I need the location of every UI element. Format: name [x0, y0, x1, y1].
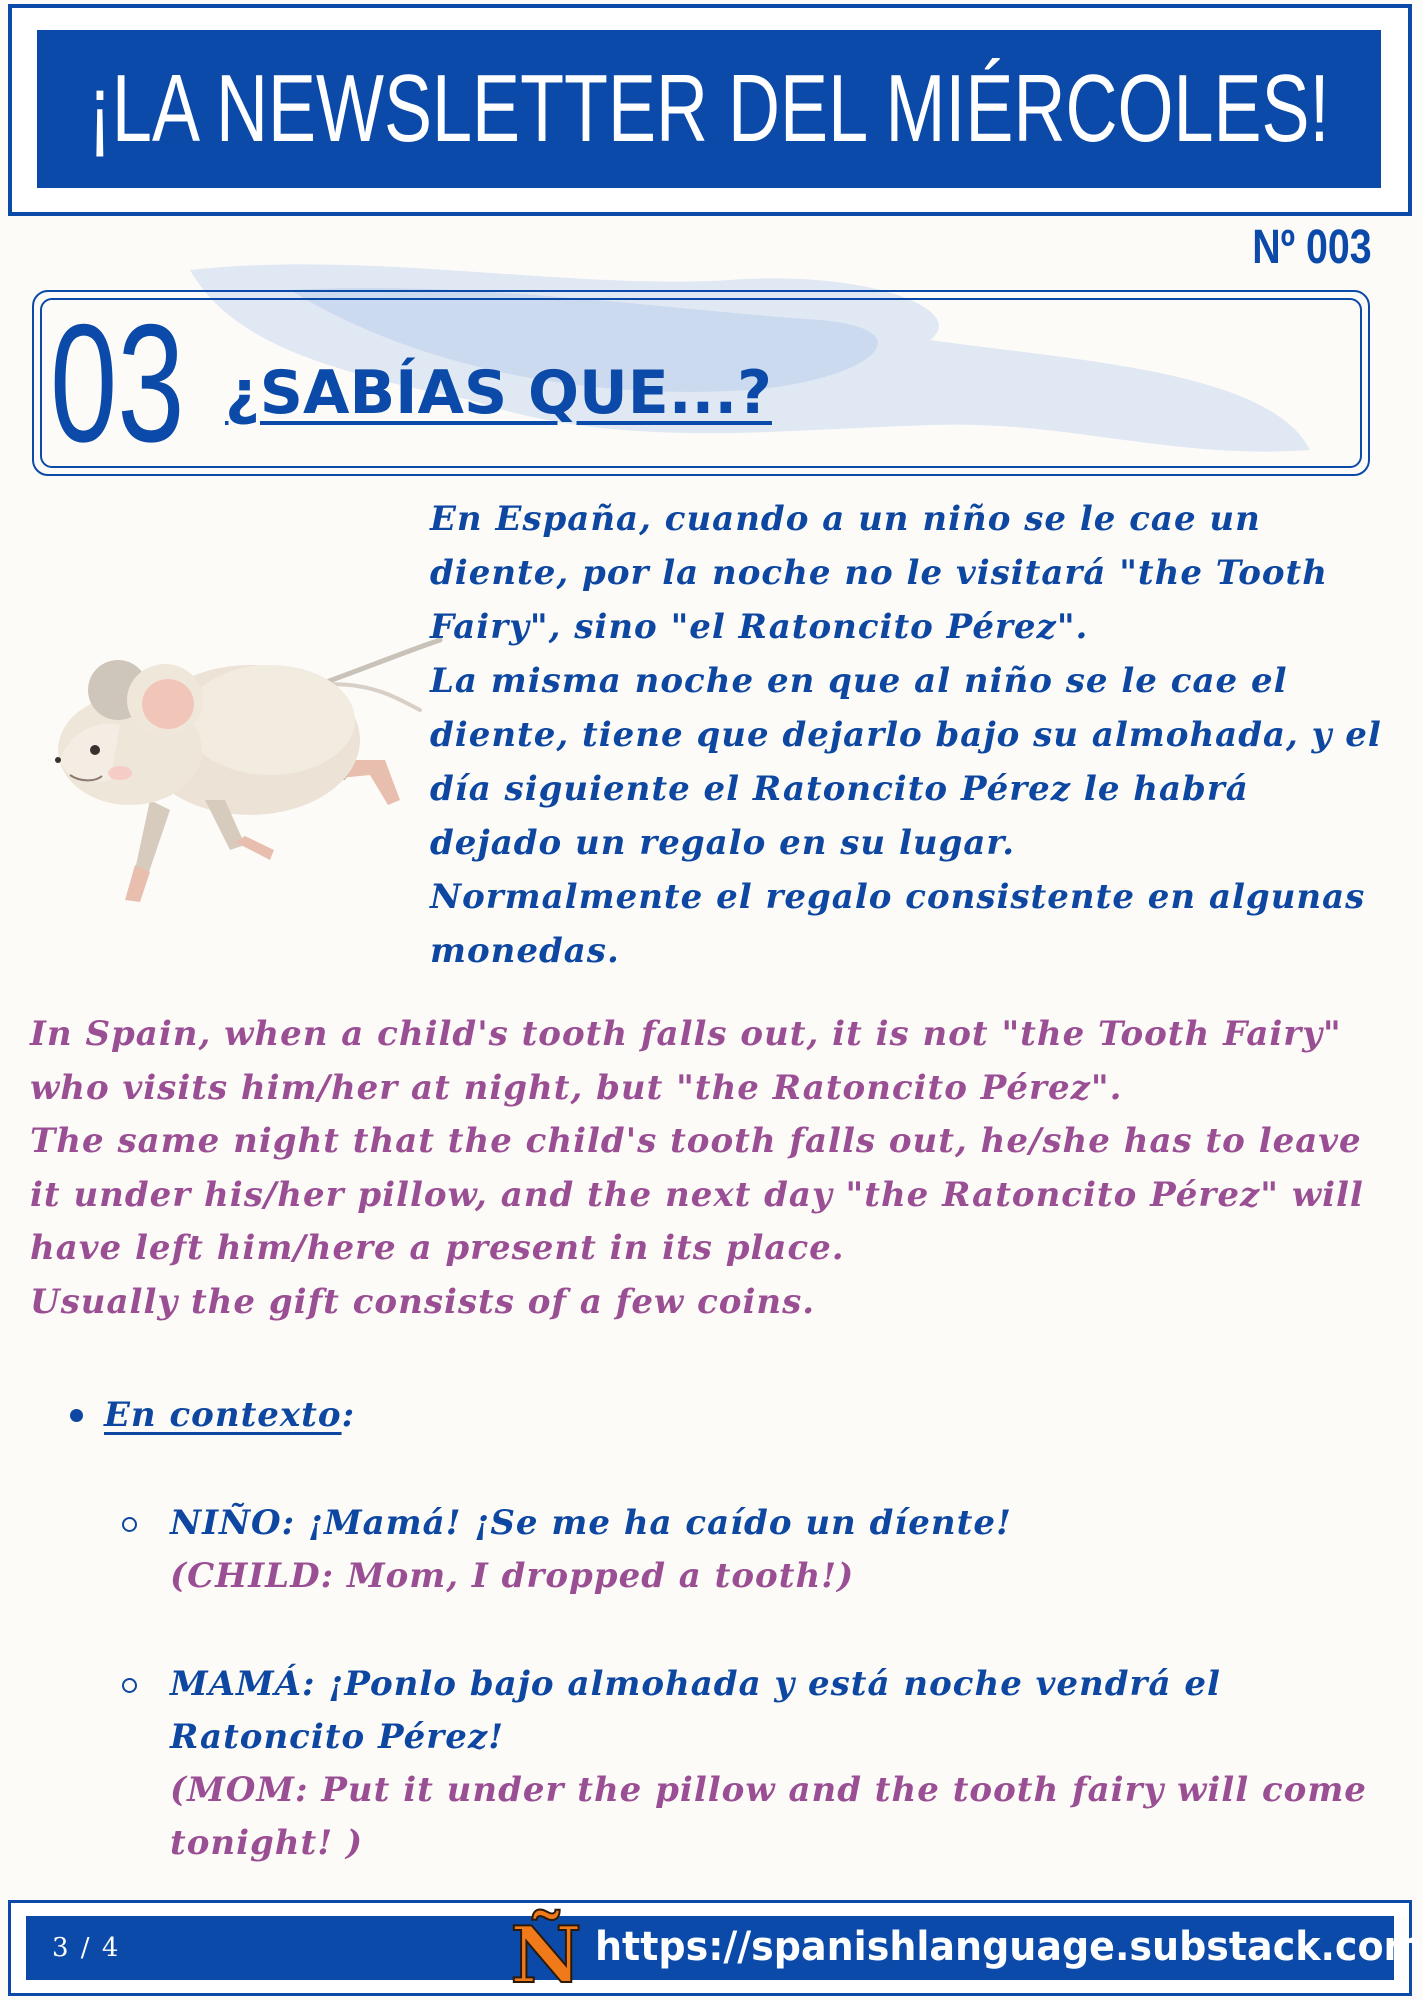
context-heading: [68, 1390, 355, 1440]
english-line: The same night that the child's tooth falls out, he/she has to leave it under his/her pillow, and the next day "the Ratoncito Pérez" will have left him/here a present in its place.: [30, 1121, 1364, 1268]
english-line: Usually the gift consists of a few coins.: [30, 1281, 816, 1322]
dialog-spanish: NIÑO: ¡Mamá! ¡Se me ha caído un díente!: [170, 1503, 1012, 1543]
n-tilde-logo-icon: [510, 1908, 582, 2000]
issue-number: Nº 003: [1252, 221, 1372, 274]
section-number: 03: [50, 289, 185, 477]
dialog-item: [170, 1658, 1400, 1870]
header-banner: [37, 30, 1381, 188]
bullet-circle: [122, 1678, 137, 1693]
spanish-line: En España, cuando a un niño se le cae un diente, por la noche no le visitará "the Tooth Fairy", sino "el Ratoncito Pérez".: [430, 499, 1328, 647]
mouse-illustration: [40, 610, 440, 910]
section-title: ¿SABÍAS QUE...?: [225, 358, 772, 428]
english-paragraph: [30, 1008, 1400, 1329]
substack-link[interactable]: https://spanishlanguage.substack.com: [595, 1924, 1423, 1970]
spanish-paragraph: [430, 492, 1390, 978]
logo-letter: Ñ: [510, 1910, 582, 2000]
spanish-line: Normalmente el regalo consistente en algunas monedas.: [430, 877, 1366, 971]
dialog-item: [170, 1497, 1400, 1603]
dialog-english: (CHILD: Mom, I dropped a tooth!): [170, 1556, 855, 1596]
bullet-circle: [122, 1517, 137, 1532]
dialog-spanish: MAMÁ: ¡Ponlo bajo almohada y está noche vendrá el Ratoncito Pérez!: [170, 1664, 1221, 1757]
context-label: En contexto: [104, 1395, 342, 1435]
english-line: In Spain, when a child's tooth falls out, it is not "the Tooth Fairy" who visits him/her at night, but "the Ratoncito Pérez".: [30, 1014, 1342, 1108]
spanish-line: La misma noche en que al niño se le cae el diente, tiene que dejarlo bajo su almohada, y el día siguiente el Ratoncito Pérez le habrá dejado un regalo en su lugar.: [430, 661, 1382, 863]
context-colon: :: [341, 1395, 356, 1435]
newsletter-title: ¡LA NEWSLETTER DEL MIÉRCOLES!: [88, 55, 1330, 162]
page-indicator: 3 / 4: [52, 1933, 121, 1963]
dialog-english: (MOM: Put it under the pillow and the tooth fairy will come tonight! ): [170, 1770, 1367, 1863]
